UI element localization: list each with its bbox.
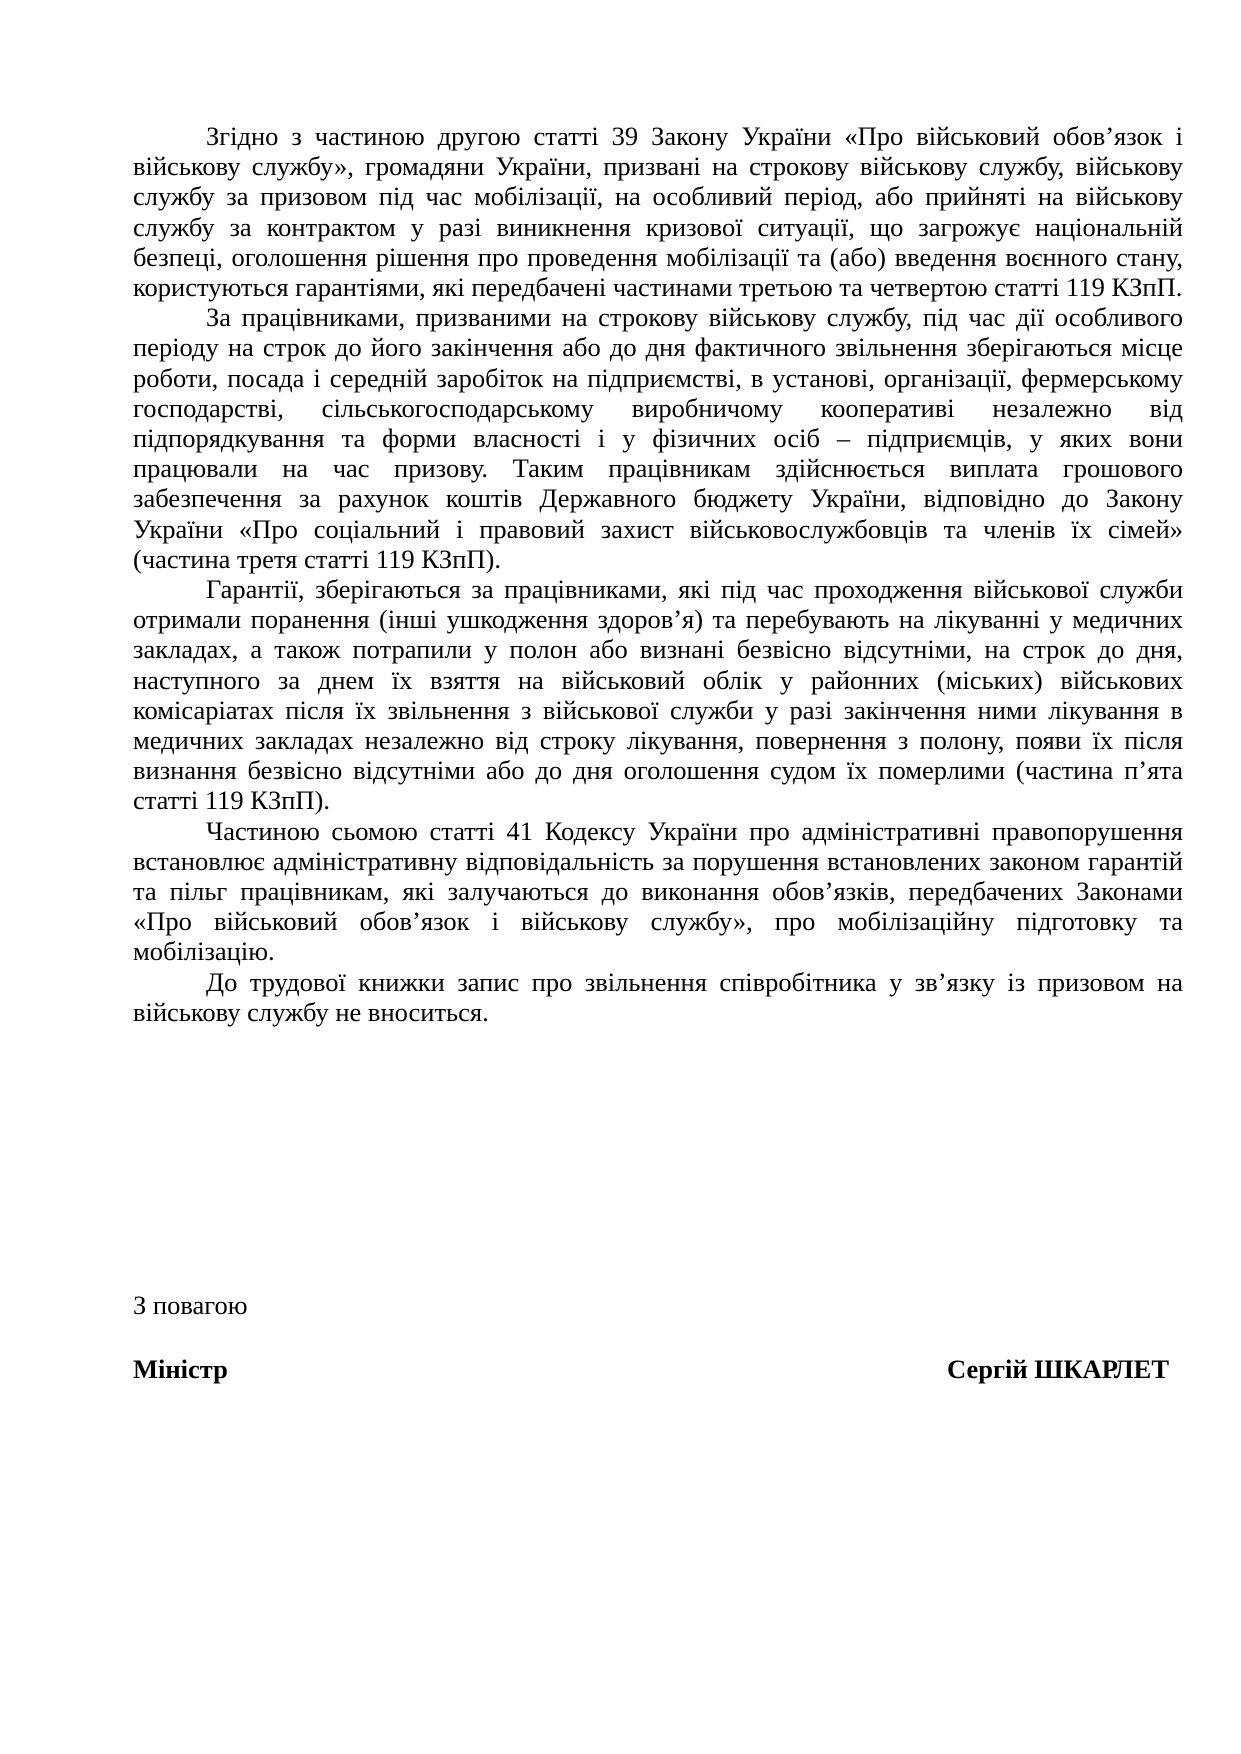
paragraph-guarantees-injury: Гарантії, зберігаються за працівниками, які під час проходження військової служби отримали поранення (інші ушкодження здоров’я) та перебувають на лікуванні у медичних закладах, а також потрапили у полон або визнані безвісно відсутніми, на строк до дня, наступного за днем їх взяття на військовий облік у районних (міських) військових комісаріатах після їх звільнення з військової служби у разі закінчення ними лікування в медичних закладах незалежно від строку лікування, повернення з полону, появи їх після визнання безвісно відсутніми або до дня оголошення судом їх померлими (частина п’ята статті 119 КЗпП). (133, 574, 1183, 816)
paragraph-article-39: Згідно з частиною другою статті 39 Закону України «Про військовий обов’язок і військову службу», громадяни України, призвані на строкову військову службу, військову службу за призовом під час мобілізації, на особливий період, або прийняті на військову службу за контрактом у разі виникнення кризової ситуації, що загрожує національній безпеці, оголошення рішення про проведення мобілізації та (або) введення воєнного стану, користуються гарантіями, які передбачені частинами третьою та четвертою статті 119 КЗпП. (133, 121, 1183, 303)
paragraph-work-book-record: До трудової книжки запис про звільнення співробітника у зв’язку із призовом на військову службу не вноситься. (133, 966, 1183, 1027)
paragraph-workplace-retention: За працівниками, призваними на строкову військову службу, під час дії особливого періоду на строк до його закінчення або до дня фактичного звільнення зберігаються місце роботи, посада і середній заробіток на підприємстві, в установі, організації, фермерському господарстві, сільськогосподарському виробничому кооперативі незалежно від підпорядкування та форми власності і у фізичних осіб – підприємців, у яких вони працювали на час призову. Таким працівникам здійснюється виплата грошового забезпечення за рахунок коштів Державного бюджету України, відповідно до Закону України «Про соціальний і правовий захист військовослужбовців та членів їх сімей» (частина третя статті 119 КЗпП). (133, 302, 1183, 574)
letter-body (133, 121, 1183, 1027)
paragraph-administrative-liability: Частиною сьомою статті 41 Кодексу України про адміністративні правопорушення встановлює адміністративну відповідальність за порушення встановлених законом гарантій та пільг працівникам, які залучаються до виконання обов’язків, передбачених Законами «Про військовий обов’язок і військову службу», про мобілізаційну підготовку та мобілізацію. (133, 815, 1183, 967)
signer-name: Сергій ШКАРЛЕТ (946, 1354, 1169, 1384)
signature-block (133, 1354, 1169, 1384)
closing-phrase: З повагою (133, 1290, 248, 1320)
signer-title: Міністр (133, 1354, 228, 1384)
